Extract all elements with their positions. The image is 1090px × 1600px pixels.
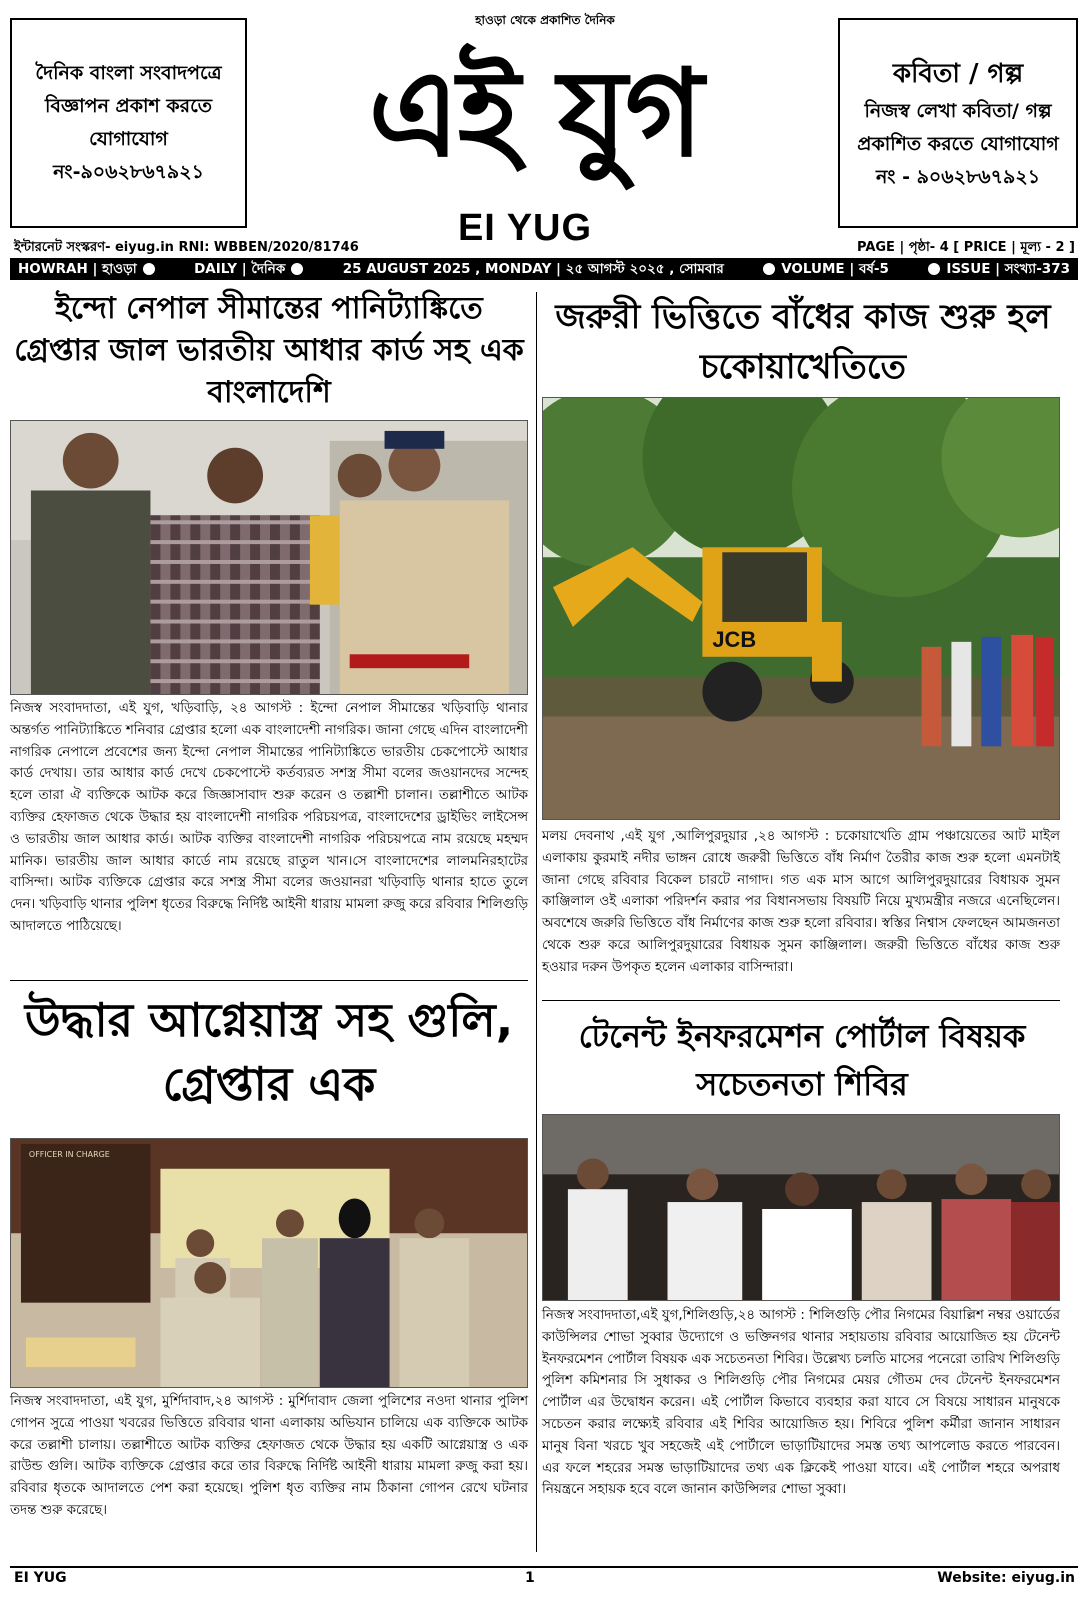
divider [10, 980, 528, 981]
ad-right-title: কবিতা / গল্প [892, 58, 1024, 89]
footer-rule [10, 1566, 1078, 1568]
bullet-icon [143, 263, 155, 275]
bullet-icon [763, 263, 775, 275]
advertisement-box-right [838, 18, 1078, 228]
info-issue: ISSUE | সংখ্যা-373 [946, 260, 1070, 277]
article-4-body: নিজস্ব সংবাদদাতা,এই যুগ,শিলিগুড়ি,২৪ আগস্ট : শিলিগুড়ি পৌর নিগমের বিয়াল্লিশ নম্বর ওয়ার্ডের কাউন্সিলর শোভা সুব্বার উদ্যোগে ও ভক্তিনগর থানার সহায়তায় রবিবার আয়োজিত হয় টেনেন্ট ইনফরমেশন পোর্টাল বিষয়ক এক সচেতনতা শিবির। উল্লেখ্য চলতি মাসের পনেরো তারিখ শিলিগুড়ি পুলিশ কমিশনার সি সুধাকর ও শিলিগুড়ি পৌর নিগমের মেয়র গৌতম দেব টেনেন্ট ইনফরমেশন পোর্টাল এর উদ্বোধন করেন। এই পোর্টাল কিভাবে ব্যবহার করা যাবে সে বিষয়ে সাধারন মানুষকে সচেতন করার লক্ষ্যেই রবিবার এই শিবির আয়োজিত হয়। শিবিরে পুলিশ কর্মীরা জানান সাধারন মানুষ বিনা খরচে খুব সহজেই এই পোর্টালে ভাড়াটিয়াদের সমস্ত তথ্য আপলোড করতে পারবেন। এর ফলে শহরের সমস্ত ভাড়াটিয়াদের তথ্য এক ক্লিকেই পাওয়া যাবে। এই পোর্টাল শহরে অপরাধ নিয়ন্ত্রনে সহায়ক হবে বলে জানান কাউন্সিলর শোভা সুব্বা। [542, 1308, 1060, 1498]
ad-right-text: নিজস্ব লেখা কবিতা/ গল্প প্রকাশিত করতে যোগাযোগ নং - ৯০৬২৮৬৭৯২১ [857, 99, 1059, 188]
footer-page-number: 1 [525, 1570, 535, 1586]
article-3-headline: উদ্ধার আগ্নেয়াস্ত্র সহ গুলি, গ্রেপ্তার এক [24, 993, 514, 1111]
jcb-logo-text: JCB [712, 626, 757, 652]
divider [542, 1000, 1060, 1001]
article-4-photo [542, 1114, 1060, 1301]
column-divider [536, 292, 537, 1552]
article-2-headline: জরুরী ভিত্তিতে বাঁধের কাজ শুরু হল চকোয়াখেতিতে [555, 297, 1051, 387]
officer-board-text: OFFICER IN CHARGE [28, 1149, 110, 1159]
info-volume: VOLUME | বর্ষ-5 [781, 260, 889, 277]
bullet-icon [928, 263, 940, 275]
advertisement-box-left [10, 18, 247, 228]
article-2-photo [542, 397, 1060, 820]
article-3-body: নিজস্ব সংবাদদাতা, এই যুগ, মুর্শিদাবাদ,২৪ আগস্ট : মুর্শিদাবাদ জেলা পুলিশের নওদা থানার পুলিশ গোপন সুত্রে পাওয়া খবরের ভিত্তিতে রবিবার থানা এলাকায় অভিযান চালিয়ে এক ব্যক্তিকে আটক করে তল্লাশী চালায়। তল্লাশীতে আটক ব্যক্তির হেফাজত থেকে উদ্ধার হয় একটি আগ্নেয়াস্ত্র ও এক রাউন্ড গুলি। আটক ব্যক্তিকে গ্রেপ্তার করে তার বিরুদ্ধে নির্দিষ্ট আইনী ধারায় মামলা রুজু করা হয়। রবিবার ধৃতকে আদালতে পেশ করা হয়েছে। পুলিশ ধৃত ব্যক্তির নাম ঠিকানা গোপন রেখে ঘটনার তদন্ত শুরু করেছে। [10, 1394, 528, 1518]
info-place: HOWRAH | হাওড়া [18, 260, 137, 277]
article-3-photo [10, 1138, 528, 1388]
bullet-icon [291, 263, 303, 275]
masthead-english: EI YUG [457, 207, 593, 249]
article-4-headline: টেনেন্ট ইনফরমেশন পোর্টাল বিষয়ক সচেতনতা শিবির [578, 1017, 1026, 1103]
masthead-title: এই যুগ [368, 45, 702, 184]
article-1-photo [10, 420, 528, 695]
info-bar [10, 258, 1078, 280]
internet-edition-rni: ইন্টারনেট সংস্করণ- eiyug.in RNI: WBBEN/2020/81746 [14, 240, 359, 255]
article-1-body: নিজস্ব সংবাদদাতা, এই যুগ, খড়িবাড়ি, ২৪ আগস্ট : ইন্দো নেপাল সীমান্তের খড়িবাড়ি থানার অন্তর্গত পানিট্যাঙ্কিতে শনিবার গ্রেপ্তার হলো এক বাংলাদেশী নাগরিক। জানা গেছে এদিন বাংলাদেশী নাগরিক নেপালে প্রবেশের জন্য ইন্দো নেপাল সীমান্তের পানিট্যাঙ্কিতে ভারতীয় চেকপোস্টে আধার কার্ড দেখায়। তার আধার কার্ড দেখে চেকপোস্টে কর্তব্যরত সশস্ত্র সীমা বলের জওয়ানদের সন্দেহ হলে তারা ঐ ব্যক্তিকে আটক করে জিজ্ঞাসাবাদ শুরু করেন ও তল্লাশী চালান। তল্লাশীতে আটক ব্যক্তির হেফাজত থেকে উদ্ধার হয় বাংলাদেশী নাগরিক পরিচয়পত্র, বাংলাদেশের ড্রাইভিং লাইসেন্স ও ভারতীয় জাল আধার কার্ড। আটক ব্যক্তির বাংলাদেশী নাগরিক পরিচয়পত্রে নাম রয়েছে মহম্মদ মানিক। ভারতীয় জাল আধার কার্ডে নাম রয়েছে রাতুল খান।সে বাংলাদেশের লালমনিরহাটের বাসিন্দা। আটক ব্যক্তিকে গ্রেপ্তার করে সশস্ত্র সীমা বলের জওয়ানরা খড়িবাড়ি থানার হাতে তুলে দেন। খড়িবাড়ি থানার পুলিশ ধৃতের বিরুদ্ধে নির্দিষ্ট আইনী ধারায় মামলা রুজু করে রবিবার শিলিগুড়ি আদালতে পাঠিয়েছে। [10, 701, 528, 934]
footer-paper-name: EI YUG [14, 1570, 67, 1586]
page-price: PAGE | পৃষ্ঠা- 4 [ PRICE | মূল্য - 2 ] [856, 240, 1075, 255]
ad-left-text: দৈনিক বাংলা সংবাদপত্রে বিজ্ঞাপন প্রকাশ করতে যোগাযোগ নং-৯০৬২৮৬৭৯২১ [35, 62, 222, 183]
masthead-tagline: হাওড়া থেকে প্রকাশিত দৈনিক [475, 13, 615, 27]
article-2-body: মলয় দেবনাথ ,এই যুগ ,আলিপুরদুয়ার ,২৪ আগস্ট : চকোয়াখেতি গ্রাম পঞ্চায়েতের আট মাইল এলাকায় কুরমাই নদীর ভাঙ্গন রোধে জরুরী ভিত্তিতে বাঁধ নির্মাণ তৈরীর কাজ শুরু হলো এমনটাই জানা গেছে রবিবার বিকেল চারটে নাগাদ। গত এক মাস আগে আলিপুরদুয়ারের বিধায়ক সুমন কাঞ্জিলাল ওই এলাকা পরিদর্শন করার পর বিধানসভায় বিষয়টি নিয়ে মুখ্যমন্ত্রীর নজরে এনেছিলেন। অবশেষে জরুরি ভিত্তিতে বাঁধ নির্মাণের কাজ শুরু হলো রবিবার। স্বস্তির নিশ্বাস ফেলছেন আমজনতা থেকে শুরু করে আলিপুরদুয়ারের বিধায়ক সুমন কাঞ্জিলাল। জরুরী ভিত্তিতে বাঁধের কাজ শুরু হওয়ার দরুন উপকৃত হলেন এলাকার বাসিন্দারা। [542, 829, 1060, 975]
info-date: 25 AUGUST 2025 , MONDAY | ২৫ আগস্ট ২০২৫ , সোমবার [342, 260, 724, 277]
footer-website: Website: eiyug.in [937, 1570, 1075, 1586]
info-frequency: DAILY | দৈনিক [194, 260, 286, 277]
article-1-headline: ইন্দো নেপাল সীমান্তের পানিট্যাঙ্কিতে গ্রেপ্তার জাল ভারতীয় আধার কার্ড সহ এক বাংলাদেশি [14, 291, 524, 410]
